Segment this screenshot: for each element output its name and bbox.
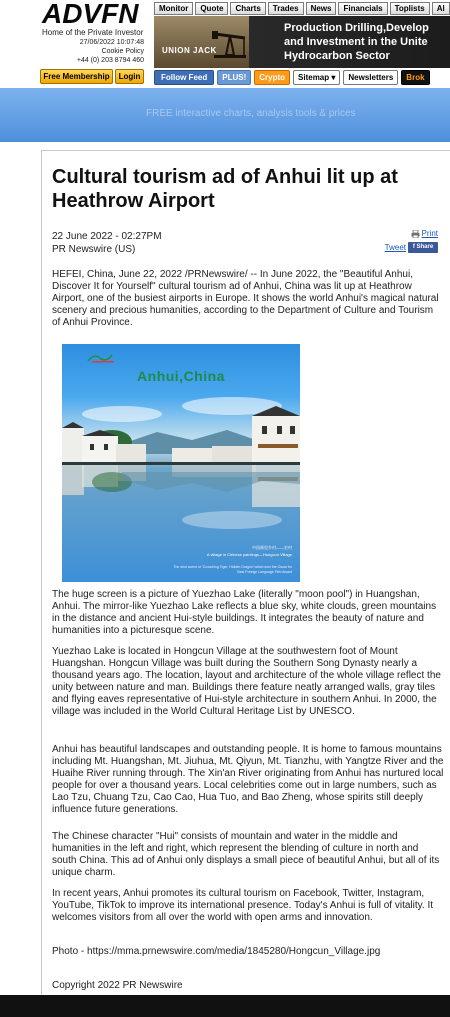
bottom-strip: [0, 995, 450, 1017]
print-label: Print: [421, 229, 438, 238]
article-card: [41, 150, 450, 995]
sitemap-dropdown[interactable]: Sitemap ▾: [293, 70, 340, 85]
advert-banner[interactable]: [154, 16, 450, 68]
free-membership-button[interactable]: Free Membership: [40, 69, 113, 84]
nav-financials[interactable]: Financials: [338, 2, 387, 15]
tweet-link[interactable]: Tweet: [384, 243, 406, 252]
top-navigation: [154, 2, 450, 15]
article-paragraph: Anhui has beautiful landscapes and outstanding people. It is home to famous mountains including Mt. Huangshan, Mt. Jiuhua, Mt. Qiyun, Mt. Tianzhu, with Yangtze River and the Huaihe River running through. The Xin'an River originating from Anhui has nurtured local people for over a thousand years. Local celebrities come out in large numbers, such as Lao Tzu, Chuang Tzu, Cao Cao, Hua Tuo, and Bao Zheng, whose spirits still deeply influence future generations.: [52, 744, 444, 815]
site-tagline: Home of the Private Investor: [42, 28, 144, 37]
facebook-share-button[interactable]: [408, 242, 438, 253]
copyright-notice: Copyright 2022 PR Newswire: [52, 980, 183, 991]
newsletters-button[interactable]: Newsletters: [343, 70, 398, 85]
banner-line-2: and Investment in the Unite: [284, 36, 428, 48]
banner-brand: UNION JACK: [162, 46, 217, 55]
nav-quote[interactable]: Quote: [195, 2, 228, 15]
site-header: [0, 0, 450, 88]
printer-icon: [411, 230, 420, 238]
advfn-logo[interactable]: ADVFN: [42, 0, 139, 29]
article-paragraph: In recent years, Anhui promotes its cultural tourism on Facebook, Twitter, Instagram, YouTube, TikTok to improve its international presence. Today's Anhui is full of vitality. It welcomes visitors from all over the world with open arms and innovation.: [52, 888, 433, 923]
article-paragraph: The Chinese character "Hui" consists of mountain and water in the middle and humanities in the left and right, which represent the blending of culture in north and south China. This ad of Anhui only displays a small piece of beautiful Anhui, but all of its unique charm.: [52, 831, 440, 878]
article-title: Cultural tourism ad of Anhui lit up at Heathrow Airport: [52, 166, 398, 212]
nav-charts[interactable]: Charts: [230, 2, 265, 15]
follow-feed-button[interactable]: Follow Feed: [154, 70, 214, 85]
print-link[interactable]: [411, 229, 438, 238]
image-caption-award: The shot scene of 'Crouching Tiger, Hidden Dragon' which won the Oscar for Best Foreign Language Film Award: [173, 565, 292, 574]
oil-pumpjack-icon: [212, 24, 248, 58]
header-datetime: 27/06/2022 10:07:48: [79, 39, 144, 46]
nav-trades[interactable]: Trades: [268, 2, 304, 15]
crypto-button[interactable]: Crypto: [254, 70, 290, 85]
image-caption-chinese: 中国画里乡村——宏村: [252, 545, 292, 550]
logo-block: [40, 0, 144, 68]
header-phone: +44 (0) 203 8794 460: [76, 57, 144, 64]
article-paragraph: The huge screen is a picture of Yuezhao Lake (literally "moon pool") in Huangshan, Anhui. The mirror-like Yuezhao Lake reflects a blue sky, white clouds, green mountains in the distance and ancient Hui-style buildings. It integrates the beauty of nature and humanities into a picturesque scene.: [52, 589, 437, 636]
beautiful-anhui-logo: [86, 352, 120, 364]
promo-band[interactable]: [0, 88, 450, 142]
hongcun-village-image[interactable]: [62, 344, 300, 582]
nav-monitor[interactable]: Monitor: [154, 2, 193, 15]
login-button[interactable]: Login: [115, 69, 144, 84]
article-date: 22 June 2022 - 02:27PM: [52, 231, 162, 242]
article-paragraph: HEFEI, China, June 22, 2022 /PRNewswire/ -- In June 2022, the "Beautiful Anhui, Discover It for Yourself" cultural tourism ad of Anhui, China was lit up at Heathrow Airport, one of the busiest airports in Europe. It shows the world Anhui's magical natural scenery and precious humanities, according to the Department of Culture and Tourism of Anhui Province.: [52, 269, 439, 328]
article-source: PR Newswire (US): [52, 244, 136, 255]
promo-text: FREE interactive charts, analysis tools & prices: [146, 108, 356, 119]
nav-toplists[interactable]: Toplists: [390, 2, 430, 15]
photo-credit-link[interactable]: Photo - https://mma.prnewswire.com/media/1845280/Hongcun_Village.jpg: [52, 946, 381, 957]
banner-line-1: Production Drilling,Develop: [284, 22, 429, 34]
brokers-button[interactable]: Brok: [401, 70, 429, 85]
cookie-policy-link[interactable]: Cookie Policy: [101, 48, 144, 55]
nav-news[interactable]: News: [306, 2, 337, 15]
image-caption-english: A village in Chinese paintings—Hongcun Village: [206, 552, 292, 557]
banner-headline: [284, 21, 450, 63]
plus-button[interactable]: PLUS!: [217, 70, 251, 85]
facebook-icon: f: [412, 244, 417, 250]
article-paragraph: Yuezhao Lake is located in Hongcun Village at the southwestern foot of Mount Huangshan. Hongcun Village was built during the Southern Song Dynasty nearly a thousand years ago. The location, layout and architecture of the whole village reflect the unity between nature and man. Buildings there feature neatly arranged walls, gray tiles and flying eaves representative of Hui-style architecture in southern Anhui. In 2000, the village was included in the World Cultural Heritage List by UNESCO.: [52, 646, 441, 717]
secondary-navigation: [154, 70, 450, 85]
banner-line-3: Hydrocarbon Sector: [284, 50, 390, 62]
image-title: Anhui,China: [137, 368, 225, 384]
nav-more[interactable]: Al: [432, 2, 450, 15]
share-label: Share: [416, 244, 434, 250]
